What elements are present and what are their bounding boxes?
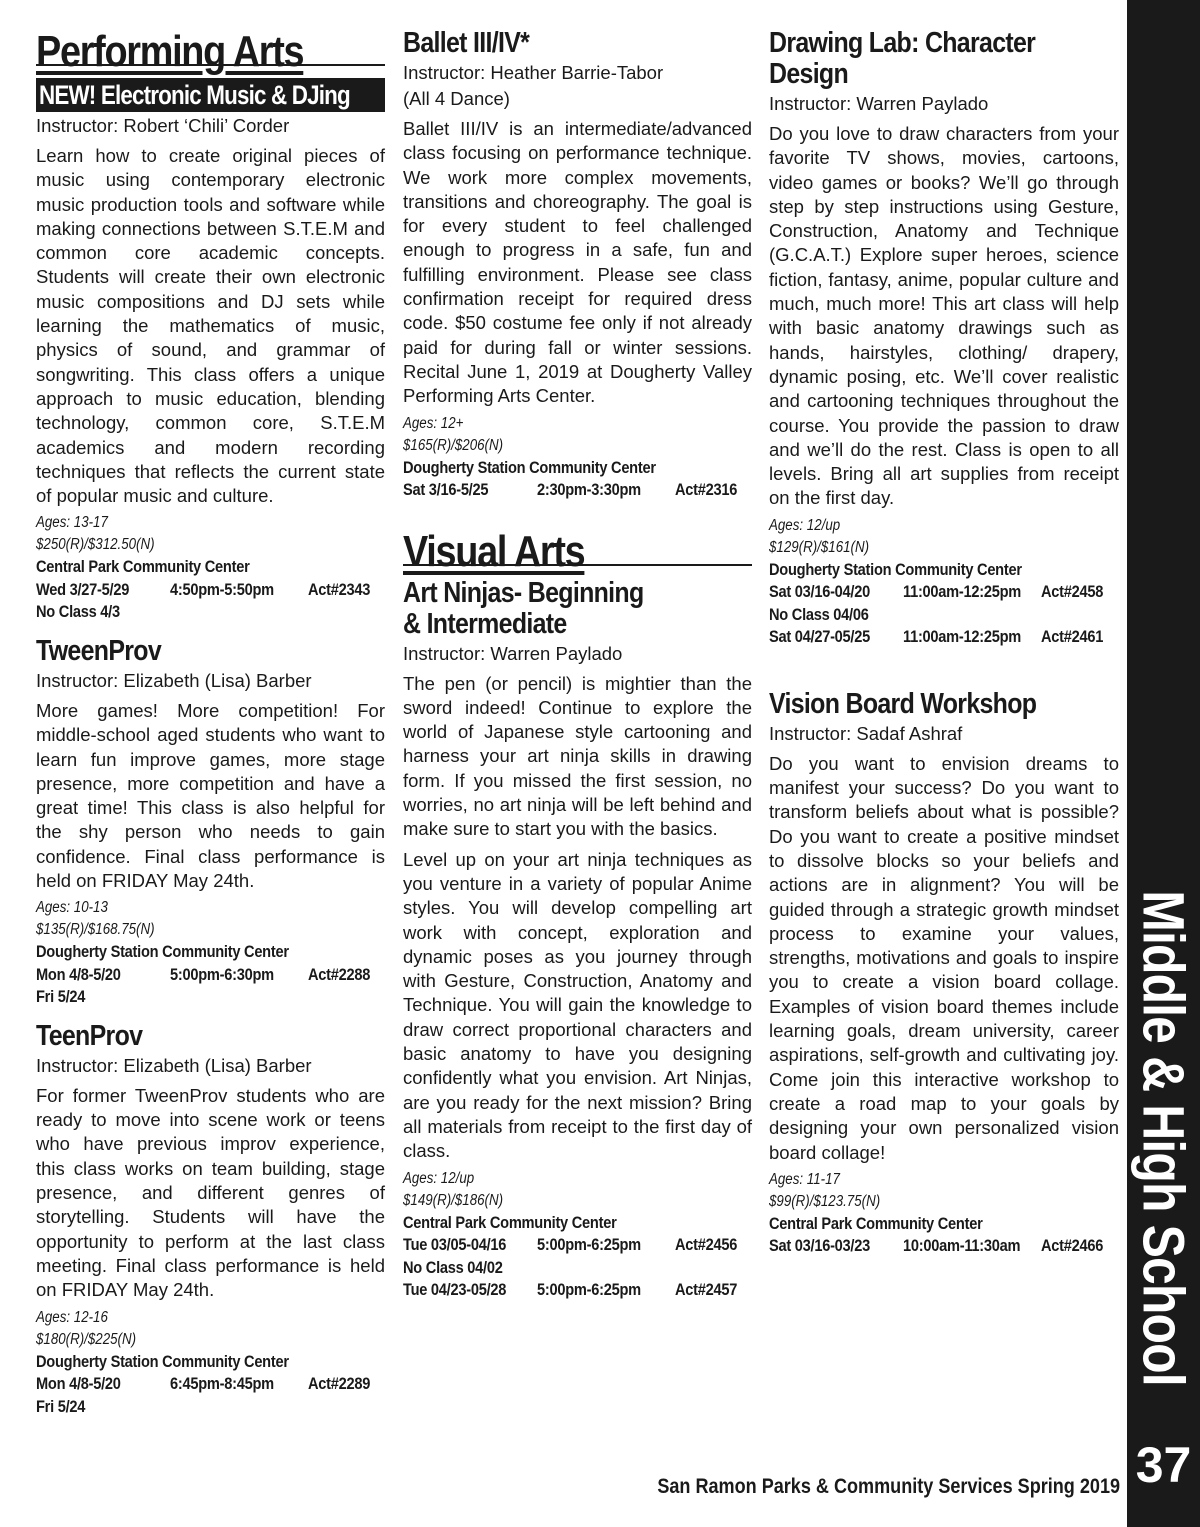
course-description: The pen (or pencil) is mightier than the sword indeed! Continue to explore the world of Japanese style cartooning and harness your art ninja skills in drawing form. If you missed the first session, no worries, no art ninja will be left behind and make sure to start you with the basics. bbox=[403, 672, 752, 840]
course-title-teenprov: TeenProv bbox=[36, 1019, 143, 1052]
instructor: Instructor: Robert ‘Chili’ Corder bbox=[36, 115, 290, 136]
location: Dougherty Station Community Center bbox=[36, 1351, 289, 1371]
schedule-day: Mon 4/8-5/20 bbox=[36, 1374, 121, 1393]
section-title-performing-arts: Performing Arts bbox=[36, 27, 304, 76]
schedule-time: 11:00am-12:25pm bbox=[903, 582, 1022, 602]
activity-number: Act#2343 bbox=[308, 579, 371, 599]
schedule-note: Fri 5/24 bbox=[36, 987, 86, 1007]
section-title-visual-arts: Visual Arts bbox=[403, 526, 585, 576]
course-description: For former TweenProv students who are ready to move into scene work or teens who have previous improv experience, this class works on team building, stage presence, and different genres of storytelling. Students will have the opportunity to perform at the last class meeting. Final class performance is held on FRIDAY May 24th. bbox=[36, 1084, 385, 1301]
course-description: Do you love to draw characters from your favorite TV shows, movies, cartoons, video games or books? We’ll go through step by step instructions using Gesture, Construction, Anatomy and Technique (G.C.A.T.) Explore super heroes, science fiction, fantasy, anime, popular culture and much, much more! This art class will help with basic anatomy drawings such as hands, hairstyles, clothing/ drapery, dynamic posing, etc. We’ll cover realistic and cartooning techniques throughout the course. You provide the passion to draw and we’ll do the rest. Class is open to all levels. Bring all art supplies from receipt on the first day. bbox=[769, 123, 1119, 509]
schedule-time: 5:00pm-6:25pm bbox=[537, 1235, 641, 1254]
schedule-time: 6:45pm-8:45pm bbox=[170, 1374, 274, 1393]
page-number: 37 bbox=[1135, 1437, 1192, 1493]
schedule-time: 5:00pm-6:30pm bbox=[170, 964, 274, 984]
price: $135(R)/$168.75(N) bbox=[36, 921, 155, 939]
schedule-row bbox=[769, 581, 1119, 604]
instructor: Instructor: Heather Barrie-Tabor bbox=[403, 62, 664, 83]
schedule-note: No Class 04/02 bbox=[403, 1257, 503, 1277]
course-description: Level up on your art ninja techniques as you venture in a variety of popular Anime styles. You will develop compelling art work with concept, exploration and dynamic poses as you journey through with Gesture, Construction, Anatomy and Technique. You will gain the knowledge to draw correct proportional characters and basic anatomy to have you designing confidently what you envision. Art Ninjas, are you ready for the next mission? Bring all materials from receipt to the first day of class. bbox=[403, 848, 752, 1162]
price: $149(R)/$186(N) bbox=[403, 1191, 504, 1209]
ages: Ages: 10-13 bbox=[36, 899, 108, 917]
course-description: Learn how to create original pieces of music using contemporary electronic music production tools and software while making connections between S.T.E.M and common core academic concepts. Students will create their own electronic music compositions and DJ sets while learning the mathematics of music, physics of sound, and grammar of songwriting. This class offers a unique approach to music education, blending technology, common core, S.T.E.M academics and modern recording techniques that reflects the current state of popular music and culture. bbox=[36, 145, 385, 507]
footer: San Ramon Parks & Community Services Spring 2019 bbox=[657, 1475, 1120, 1498]
schedule-time: 5:00pm-6:25pm bbox=[537, 1280, 641, 1299]
activity-number: Act#2456 bbox=[675, 1235, 738, 1254]
instructor: Instructor: Warren Paylado bbox=[769, 93, 989, 114]
schedule-time: 4:50pm-5:50pm bbox=[170, 579, 274, 599]
side-tab-label: Middle & High School bbox=[1130, 890, 1196, 1386]
activity-number: Act#2458 bbox=[1041, 582, 1104, 602]
price: $180(R)/$225(N) bbox=[36, 1330, 137, 1348]
spacer bbox=[403, 502, 752, 528]
ages: Ages: 12+ bbox=[403, 414, 464, 432]
price: $99(R)/$123.75(N) bbox=[769, 1192, 881, 1210]
spacer bbox=[769, 649, 1119, 689]
location: Dougherty Station Community Center bbox=[36, 942, 289, 962]
schedule-row bbox=[769, 1235, 1119, 1258]
schedule-note: No Class 04/06 bbox=[769, 604, 869, 624]
instructor: Instructor: Elizabeth (Lisa) Barber bbox=[36, 1054, 312, 1076]
course-title-line: Drawing Lab: Character bbox=[769, 27, 1036, 59]
activity-number: Act#2289 bbox=[308, 1374, 371, 1393]
schedule-row bbox=[403, 479, 752, 502]
location: Central Park Community Center bbox=[769, 1213, 983, 1233]
schedule-day: Sat 3/16-5/25 bbox=[403, 480, 489, 500]
schedule-day: Sat 03/16-04/20 bbox=[769, 582, 870, 602]
schedule-row bbox=[403, 1279, 752, 1302]
ages: Ages: 12/up bbox=[769, 516, 841, 534]
course-title-drawing-lab bbox=[769, 28, 1070, 90]
price: $250(R)/$312.50(N) bbox=[36, 536, 155, 554]
course-title-tweenprov: TweenProv bbox=[36, 634, 162, 667]
activity-number: Act#2457 bbox=[675, 1280, 738, 1299]
instructor: Instructor: Elizabeth (Lisa) Barber bbox=[36, 669, 312, 691]
course-title-vision-board: Vision Board Workshop bbox=[769, 687, 1037, 720]
schedule-row bbox=[36, 579, 385, 602]
instructor: Instructor: Sadaf Ashraf bbox=[769, 722, 963, 744]
location: Central Park Community Center bbox=[403, 1212, 617, 1232]
schedule-row bbox=[36, 964, 385, 987]
course-description: Do you want to envision dreams to manifest your success? Do you want to transform beliefs about what is possible? Do you want to create a positive mindset to dissolve blocks so your beliefs and actions are in alignment? You will be guided through a strategic growth mindset process to examine your values, strengths, motivations and goals to inspire you to create a vision board collage. Examples of vision board themes include learning goals, dream university, career aspirations, self-growth and cultivating joy. Come join this interactive workshop to create a road map to your goals by designing your own personalized vision board collage! bbox=[769, 752, 1119, 1163]
activity-number: Act#2316 bbox=[675, 480, 738, 500]
schedule-row bbox=[36, 1373, 385, 1396]
course-title-line: Art Ninjas- Beginning bbox=[403, 576, 644, 609]
schedule-time: 2:30pm-3:30pm bbox=[537, 480, 641, 500]
course-description: More games! More competition! For middle-school aged students who want to learn fun improve games, more stage presence, more competition and have a great time! This class is also helpful for the shy person who needs to gain confidence. Final class performance is held on FRIDAY May 24th. bbox=[36, 699, 385, 892]
column-middle bbox=[403, 28, 752, 1302]
instructor-note: (All 4 Dance) bbox=[403, 88, 510, 109]
schedule-row bbox=[403, 1234, 752, 1257]
schedule-day: Sat 03/16-03/23 bbox=[769, 1236, 870, 1256]
schedule-day: Wed 3/27-5/29 bbox=[36, 579, 130, 599]
activity-number: Act#2466 bbox=[1041, 1236, 1104, 1256]
schedule-day: Mon 4/8-5/20 bbox=[36, 964, 121, 984]
ages: Ages: 13-17 bbox=[36, 514, 108, 532]
ages: Ages: 12-16 bbox=[36, 1308, 108, 1326]
activity-number: Act#2288 bbox=[308, 964, 371, 984]
price: $165(R)/$206(N) bbox=[403, 436, 504, 454]
ages: Ages: 11-17 bbox=[769, 1170, 840, 1188]
schedule-day: Tue 03/05-04/16 bbox=[403, 1235, 507, 1254]
course-title-electronic-music: NEW! Electronic Music & DJing bbox=[36, 78, 385, 112]
location: Dougherty Station Community Center bbox=[403, 457, 656, 477]
schedule-row bbox=[769, 626, 1119, 649]
column-right bbox=[769, 28, 1119, 1258]
schedule-note: Fri 5/24 bbox=[36, 1396, 86, 1416]
course-title-art-ninjas bbox=[403, 578, 703, 640]
column-left bbox=[36, 28, 385, 1418]
course-title-line: & Intermediate bbox=[403, 607, 567, 640]
location: Central Park Community Center bbox=[36, 557, 250, 577]
schedule-day: Sat 04/27-05/25 bbox=[769, 627, 870, 647]
course-title-ballet: Ballet III/IV* bbox=[403, 27, 530, 59]
instructor: Instructor: Warren Paylado bbox=[403, 642, 623, 664]
price: $129(R)/$161(N) bbox=[769, 538, 870, 556]
location: Dougherty Station Community Center bbox=[769, 559, 1022, 579]
course-description: Ballet III/IV is an intermediate/advanced class focusing on performance technique. We work more complex movements, transitions and choreography. The goal is for every student to feel challenged enough to progress in a safe, fun and fulfilling environment. Please see class confirmation receipt for required dress code. $50 costume fee only if not already paid for during fall or winter sessions. Recital June 1, 2019 at Dougherty Valley Performing Arts Center. bbox=[403, 118, 752, 407]
schedule-day: Tue 04/23-05/28 bbox=[403, 1280, 507, 1299]
schedule-time: 11:00am-12:25pm bbox=[903, 627, 1022, 647]
schedule-time: 10:00am-11:30am bbox=[903, 1236, 1021, 1256]
schedule-note: No Class 4/3 bbox=[36, 602, 120, 622]
activity-number: Act#2461 bbox=[1041, 627, 1104, 647]
ages: Ages: 12/up bbox=[403, 1169, 475, 1187]
course-title-line: Design bbox=[769, 58, 849, 90]
